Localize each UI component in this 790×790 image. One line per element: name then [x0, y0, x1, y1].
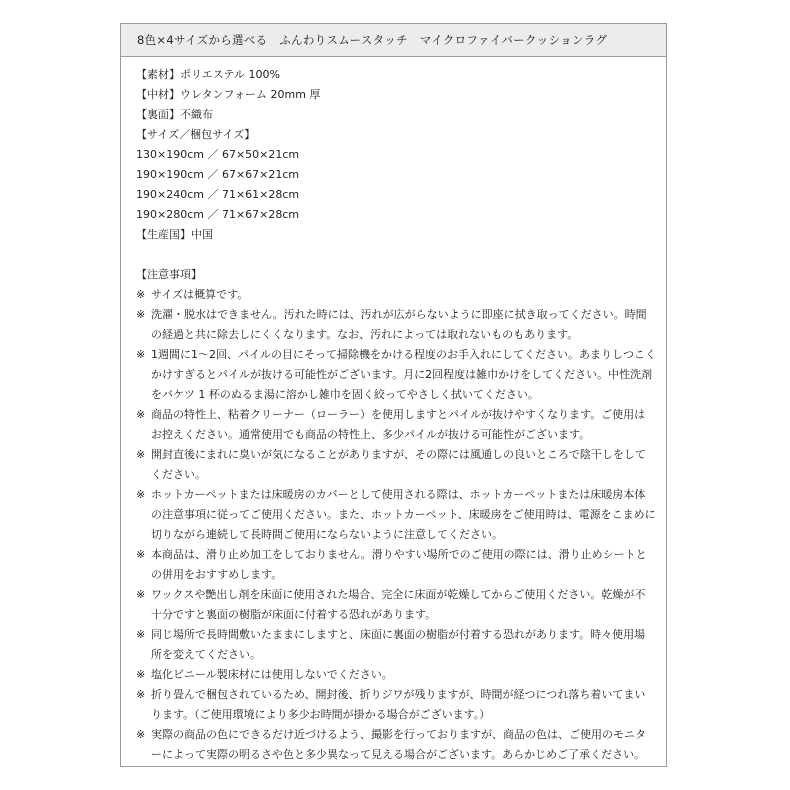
note-item — [136, 665, 656, 685]
note-mark: ※ — [136, 548, 146, 561]
note-item — [136, 545, 656, 585]
spec-material: 【素材】ポリエステル 100% — [136, 68, 280, 81]
note-text: 実際の商品の色にできるだけ近づけるよう、撮影を行っておりますが、商品の色は、ご使用のモニターによって実際の明るさや色と多少異なって見える場合がございます。あらかじめご了承ください。 — [151, 728, 646, 761]
spec-size-heading: 【サイズ／梱包サイズ】 — [136, 128, 256, 141]
note-item — [136, 685, 656, 725]
note-item — [136, 725, 656, 765]
spec-list — [136, 65, 656, 245]
note-text: 本商品は、滑り止め加工をしておりません。滑りやすい場所でのご使用の際には、滑り止めシートとの併用をおすすめします。 — [151, 548, 647, 581]
spec-filling: 【中材】ウレタンフォーム 20mm 厚 — [136, 88, 321, 101]
note-mark: ※ — [136, 308, 146, 321]
spec-origin: 【生産国】中国 — [136, 228, 213, 241]
note-mark: ※ — [136, 348, 146, 361]
note-mark: ※ — [136, 448, 146, 461]
note-item — [136, 345, 656, 405]
spec-size-row: 190×240cm ／ 71×61×28cm — [136, 188, 300, 201]
note-item — [136, 445, 656, 485]
note-text: 塩化ビニール製床材には使用しないでください。 — [151, 668, 393, 681]
section-spacer — [136, 245, 656, 265]
note-mark: ※ — [136, 668, 146, 681]
product-title: 8色×4サイズから選べる ふんわりスムースタッチ マイクロファイバークッションラグ — [121, 24, 666, 57]
note-item — [136, 625, 656, 665]
note-text: 開封直後にまれに臭いが気になることがありますが、その際には風通しの良いところで陰干しをしてください。 — [151, 448, 646, 481]
note-text: ホットカーペットまたは床暖房のカバーとして使用される際は、ホットカーペットまたは床暖房本体の注意事項に従ってご使用ください。また、ホットカーペット、床暖房をご使用時は、電源をこまめに切りながら連続して長時間ご使用にならないように注意してください。 — [151, 488, 656, 541]
note-item — [136, 285, 656, 305]
note-text: 同じ場所で長時間敷いたままにしますと、床面に裏面の樹脂が付着する恐れがあります。時々使用場所を変えてください。 — [151, 628, 646, 661]
note-text: 1週間に1～2回、パイルの目にそって掃除機をかける程度のお手入れにしてください。あまりしつこくかけすぎるとパイルが抜ける可能性がございます。月に2回程度は雑巾かけをしてください。中性洗剤をバケツ 1 杯のぬるま湯に溶かし雑巾を固く絞ってやさしく拭いてください。 — [151, 348, 656, 401]
spec-size-row: 130×190cm ／ 67×50×21cm — [136, 148, 300, 161]
note-mark: ※ — [136, 628, 146, 641]
note-mark: ※ — [136, 688, 146, 701]
notes-list — [136, 285, 656, 765]
note-text: サイズは概算です。 — [151, 288, 249, 301]
note-text: ワックスや艶出し剤を床面に使用された場合、完全に床面が乾燥してからご使用ください。乾燥が不十分ですと裏面の樹脂が床面に付着する恐れがあります。 — [151, 588, 646, 621]
product-info-card — [120, 23, 667, 767]
note-mark: ※ — [136, 488, 146, 501]
note-item — [136, 405, 656, 445]
note-text: 洗濯・脱水はできません。汚れた時には、汚れが広がらないように即座に拭き取ってください。時間の経過と共に除去しにくくなります。なお、汚れによっては取れないものもあります。 — [151, 308, 647, 341]
spec-size-row: 190×280cm ／ 71×67×28cm — [136, 208, 300, 221]
note-mark: ※ — [136, 588, 146, 601]
notes-heading: 【注意事項】 — [136, 268, 202, 281]
spec-size-row: 190×190cm ／ 67×67×21cm — [136, 168, 300, 181]
spec-backing: 【裏面】不織布 — [136, 108, 213, 121]
note-item — [136, 585, 656, 625]
note-text: 商品の特性上、粘着クリーナー（ローラー）を使用しますとパイルが抜けやすくなります。ご使用はお控えください。通常使用でも商品の特性上、多少パイルが抜ける可能性がございます。 — [151, 408, 646, 441]
note-mark: ※ — [136, 288, 146, 301]
note-mark: ※ — [136, 728, 146, 741]
note-item — [136, 485, 656, 545]
note-mark: ※ — [136, 408, 146, 421]
note-text: 折り畳んで梱包されているため、開封後、折りジワが残りますが、時間が経つにつれ落ち着いてまいります。（ご使用環境により多少お時間が掛かる場合がございます。） — [151, 688, 646, 721]
product-details — [121, 57, 666, 765]
note-item — [136, 305, 656, 345]
